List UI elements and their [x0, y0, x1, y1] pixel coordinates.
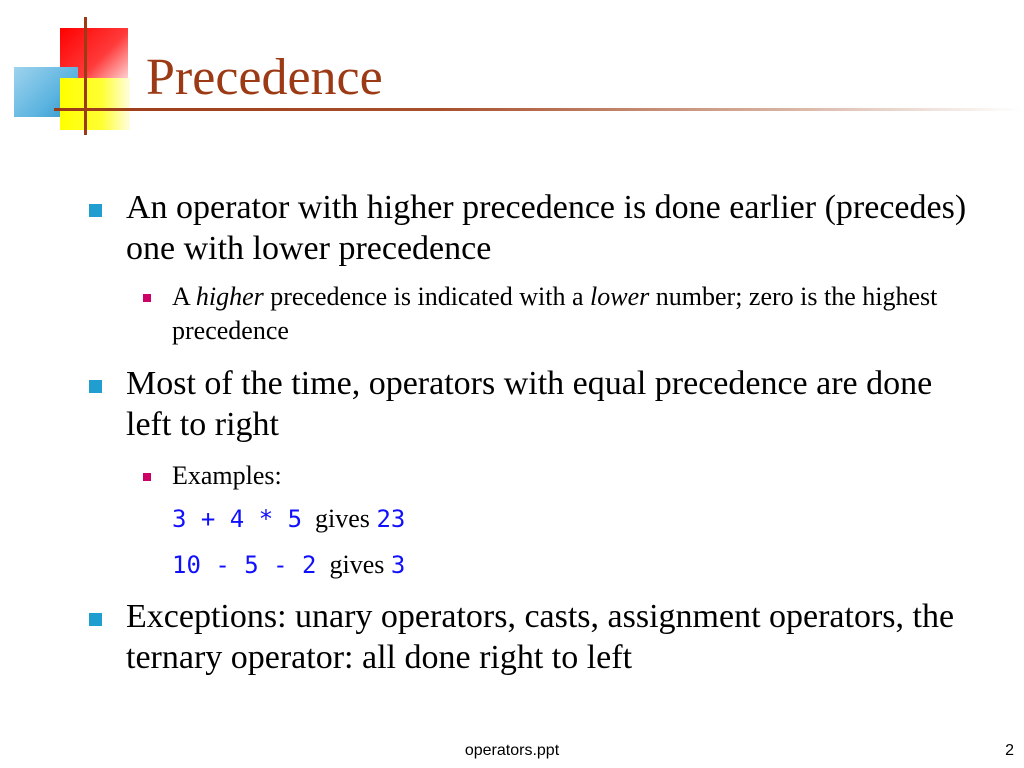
sub-text-part: A [172, 282, 196, 311]
sub-text-part: precedence is indicated with a [263, 282, 591, 311]
bullet-marker [89, 204, 102, 217]
emphasis-lower: lower [590, 282, 650, 311]
example-1-gives: gives [315, 504, 370, 533]
bullet-3-text: Exceptions: unary operators, casts, assignment operators, the ternary operator: all done right to left [126, 598, 955, 676]
example-2-expression: 10 - 5 - 2 [172, 551, 317, 579]
bullet-marker [89, 380, 102, 393]
example-1 [172, 502, 405, 536]
bullet-2-text: Most of the time, operators with equal precedence are done left to right [126, 365, 933, 443]
bullet-2-sub-text: Examples: [172, 461, 282, 490]
example-2 [172, 548, 405, 582]
bullet-marker [89, 613, 102, 626]
sub-bullet-marker [143, 294, 151, 302]
bullet-1-sub-text [172, 280, 972, 348]
sub-bullet-marker [143, 473, 151, 481]
bullet-1-text: An operator with higher precedence is done earlier (precedes) one with lower precedence [126, 189, 967, 267]
footer-filename: operators.ppt [464, 742, 560, 759]
example-1-result: 23 [376, 505, 406, 533]
example-2-gives: gives [329, 550, 385, 579]
example-1-expression: 3 + 4 * 5 [172, 505, 303, 533]
slide-title: Precedence [146, 49, 383, 106]
sub-text-part: number; zero is the highest precedence [172, 282, 938, 345]
footer-page-number: 2 [1005, 742, 1014, 759]
example-2-result: 3 [390, 551, 406, 579]
emphasis-higher: higher [195, 282, 264, 311]
